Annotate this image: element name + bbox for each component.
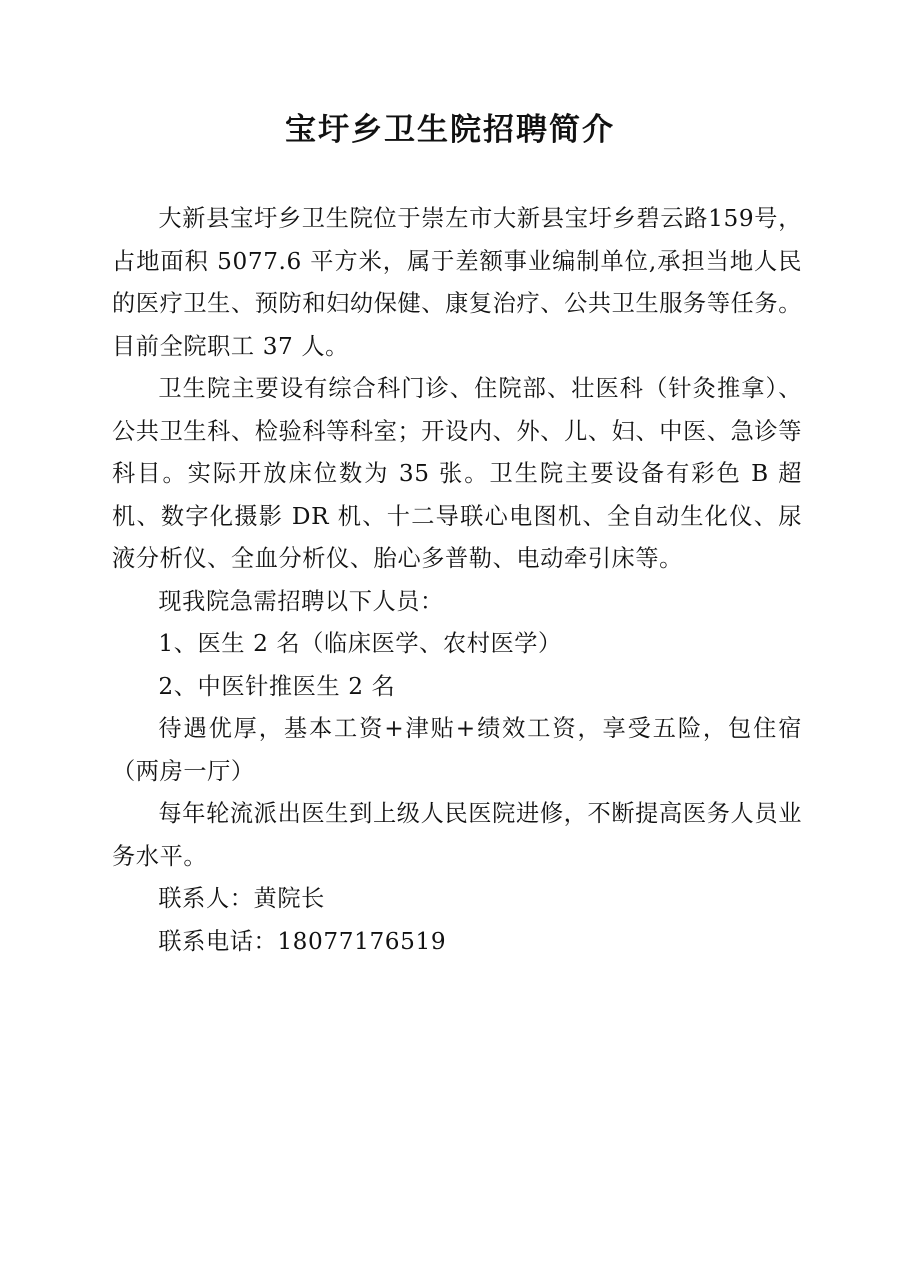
contact-phone: 联系电话：18077176519 bbox=[158, 927, 447, 955]
paragraph-intro: 大新县宝圩乡卫生院位于崇左市大新县宝圩乡碧云路159号，占地面积 5077.6 平方米，属于差额事业编制单位,承担当地人民的医疗卫生、预防和妇幼保健、康复治疗、公共卫生服务等任务。目前全院职工 37 人。 bbox=[112, 205, 802, 360]
paragraph-recruiting: 现我院急需招聘以下人员： bbox=[158, 587, 444, 615]
paragraph-departments: 卫生院主要设有综合科门诊、住院部、壮医科（针灸推拿）、公共卫生科、检验科等科室；开设内、外、儿、妇、中医、急诊等科目。实际开放床位数为 35 张。卫生院主要设备有彩色 B 超机、数字化摄影 DR 机、十二导联心电图机、全自动生化仪、尿液分析仪、全血分析仪、胎心多普勒、电动牵引床等。 bbox=[112, 375, 802, 572]
contact-person: 联系人：黄院长 bbox=[158, 885, 325, 912]
document-title: 宝圩乡卫生院招聘简介 bbox=[285, 112, 615, 148]
position-item-1: 1、医生 2 名（临床医学、农村医学） bbox=[158, 630, 562, 657]
paragraph-training: 每年轮流派出医生到上级人民医院进修，不断提高医务人员业务水平。 bbox=[112, 800, 802, 870]
paragraph-benefits: 待遇优厚，基本工资+津贴+绩效工资，享受五险，包住宿（两房一厅） bbox=[112, 715, 802, 785]
document-body bbox=[112, 198, 802, 963]
position-item-2: 2、中医针推医生 2 名 bbox=[158, 672, 396, 700]
